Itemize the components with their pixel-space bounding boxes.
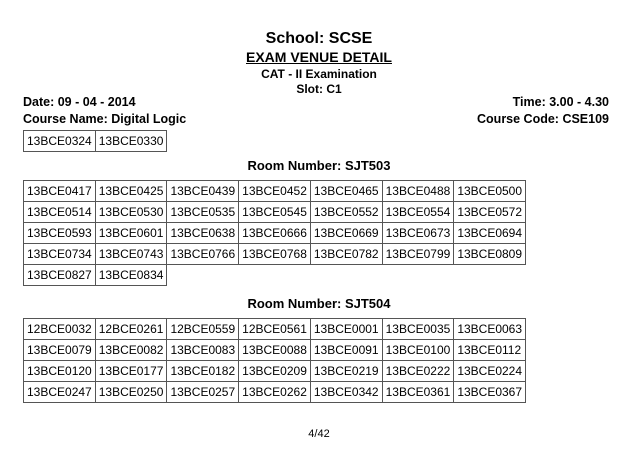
student-table-sjt503 [23,180,526,286]
student-reg-number: 13BCE0177 [95,361,167,382]
student-reg-number: 13BCE0417 [24,181,96,202]
student-reg-number: 13BCE0673 [382,223,454,244]
student-reg-number: 13BCE0425 [95,181,167,202]
student-reg-number: 13BCE0530 [95,202,167,223]
student-reg-number: 13BCE0638 [167,223,239,244]
student-reg-number: 13BCE0572 [454,202,526,223]
student-reg-number: 13BCE0001 [310,319,382,340]
student-reg-number: 13BCE0222 [382,361,454,382]
student-reg-number: 13BCE0361 [382,382,454,403]
student-table-continued [23,130,167,152]
exam-date: Date: 09 - 04 - 2014 [23,95,136,109]
student-reg-number: 13BCE0219 [310,361,382,382]
student-reg-number: 13BCE0514 [24,202,96,223]
table-row [24,181,526,202]
student-reg-number: 12BCE0032 [24,319,96,340]
exam-slot: Slot: C1 [296,82,342,96]
student-reg-number: 13BCE0367 [454,382,526,403]
student-reg-number: 13BCE0743 [95,244,167,265]
student-reg-number: 13BCE0182 [167,361,239,382]
student-reg-number: 13BCE0766 [167,244,239,265]
student-reg-number: 13BCE0330 [95,131,167,152]
table-row [24,319,526,340]
exam-name: CAT - II Examination [261,67,377,81]
student-reg-number: 13BCE0666 [239,223,311,244]
student-reg-number: 13BCE0257 [167,382,239,403]
student-reg-number: 13BCE0100 [382,340,454,361]
student-reg-number: 13BCE0554 [382,202,454,223]
student-reg-number: 13BCE0439 [167,181,239,202]
exam-time: Time: 3.00 - 4.30 [512,95,609,109]
page-number: 4/42 [308,428,330,440]
table-row [24,223,526,244]
student-reg-number: 13BCE0500 [454,181,526,202]
student-reg-number: 13BCE0694 [454,223,526,244]
table-row [24,244,526,265]
student-reg-number: 13BCE0768 [239,244,311,265]
student-reg-number: 12BCE0561 [239,319,311,340]
room-heading-sjt504: Room Number: SJT504 [247,296,391,311]
course-name: Course Name: Digital Logic [23,112,187,126]
table-row [24,131,167,152]
student-reg-number: 13BCE0247 [24,382,96,403]
student-reg-number: 13BCE0035 [382,319,454,340]
student-reg-number: 13BCE0342 [310,382,382,403]
student-reg-number: 12BCE0261 [95,319,167,340]
student-reg-number: 13BCE0262 [239,382,311,403]
student-reg-number: 13BCE0593 [24,223,96,244]
table-row [24,265,526,286]
student-reg-number: 13BCE0112 [454,340,526,361]
student-reg-number: 13BCE0799 [382,244,454,265]
table-row [24,202,526,223]
student-reg-number: 13BCE0535 [167,202,239,223]
room-heading-sjt503: Room Number: SJT503 [247,158,391,173]
student-reg-number: 13BCE0088 [239,340,311,361]
student-reg-number: 13BCE0465 [310,181,382,202]
table-row [24,340,526,361]
course-code: Course Code: CSE109 [477,112,609,126]
student-reg-number: 13BCE0488 [382,181,454,202]
student-reg-number: 13BCE0552 [310,202,382,223]
student-reg-number: 13BCE0834 [95,265,167,286]
student-reg-number: 13BCE0083 [167,340,239,361]
student-reg-number: 13BCE0079 [24,340,96,361]
student-reg-number: 13BCE0324 [24,131,96,152]
student-reg-number: 13BCE0082 [95,340,167,361]
document-title: EXAM VENUE DETAIL [246,49,392,65]
student-reg-number: 13BCE0809 [454,244,526,265]
student-reg-number: 13BCE0545 [239,202,311,223]
student-table-sjt504 [23,318,526,403]
student-reg-number: 13BCE0063 [454,319,526,340]
student-reg-number: 13BCE0250 [95,382,167,403]
student-reg-number: 13BCE0601 [95,223,167,244]
student-reg-number: 13BCE0734 [24,244,96,265]
student-reg-number: 13BCE0224 [454,361,526,382]
school-heading: School: SCSE [265,30,373,47]
student-reg-number: 13BCE0669 [310,223,382,244]
student-reg-number: 13BCE0091 [310,340,382,361]
table-row [24,361,526,382]
student-reg-number: 13BCE0209 [239,361,311,382]
student-reg-number: 13BCE0827 [24,265,96,286]
student-reg-number: 12BCE0559 [167,319,239,340]
student-reg-number: 13BCE0782 [310,244,382,265]
table-row [24,382,526,403]
student-reg-number: 13BCE0452 [239,181,311,202]
student-reg-number: 13BCE0120 [24,361,96,382]
